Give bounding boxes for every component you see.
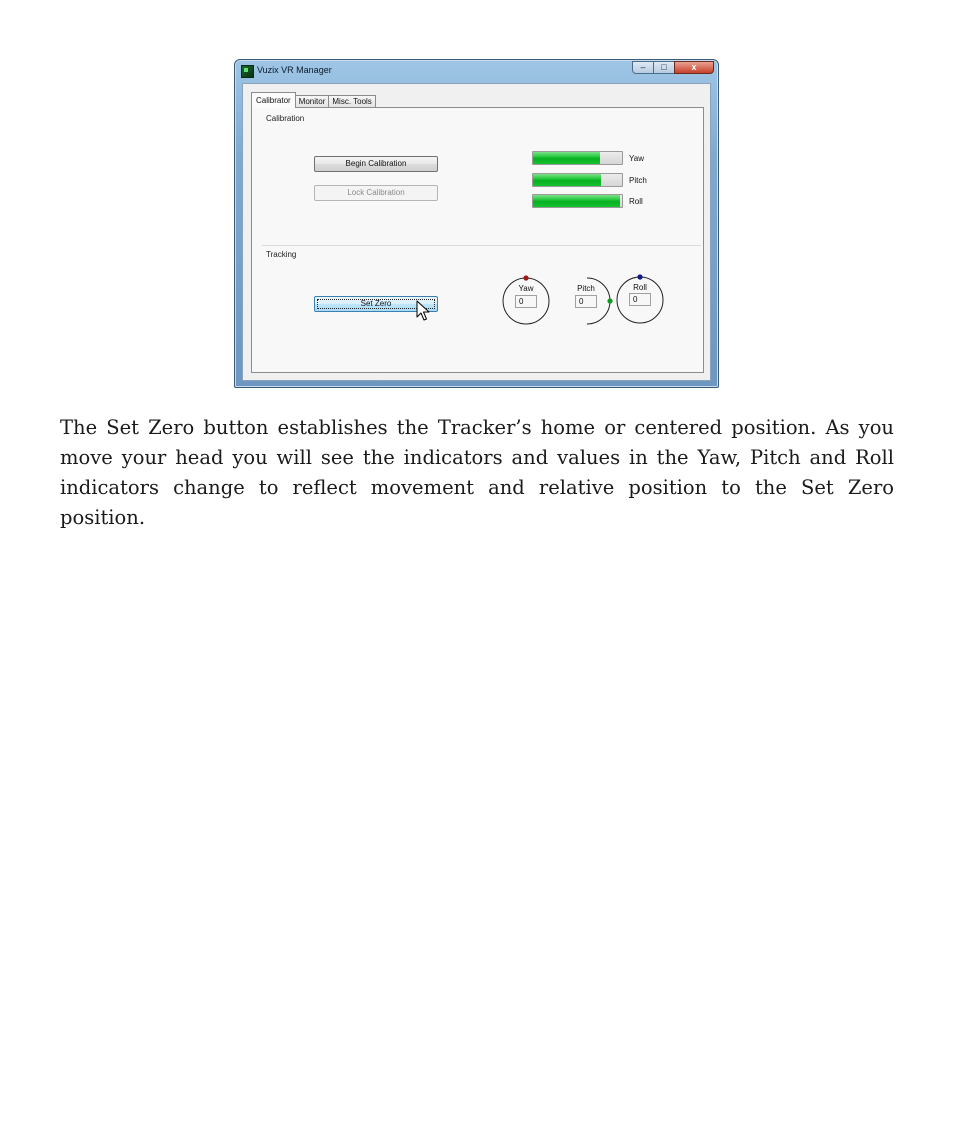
roll-progress-bar (532, 194, 623, 208)
roll-value-field: 0 (629, 293, 651, 306)
roll-marker (637, 274, 642, 279)
yaw-value-field: 0 (515, 295, 537, 308)
mouse-pointer-icon (416, 300, 432, 324)
pitch-dial (563, 277, 611, 325)
window-client-area (242, 83, 711, 381)
vuzix-vr-manager-window (234, 59, 719, 388)
set-zero-button[interactable]: Set Zero (314, 296, 438, 312)
pitch-progress-bar (532, 173, 623, 187)
pitch-value-field: 0 (575, 295, 597, 308)
close-button[interactable]: x (674, 61, 714, 74)
roll-dial-label: Roll (633, 283, 647, 292)
yaw-progress-bar (532, 151, 623, 165)
window-controls (632, 61, 714, 75)
pitch-marker (607, 298, 612, 303)
roll-bar-row (532, 193, 643, 209)
tracking-group (262, 245, 701, 362)
calibration-group (262, 108, 701, 245)
lock-calibration-button[interactable]: Lock Calibration (314, 185, 438, 201)
tab-monitor[interactable]: Monitor (295, 95, 330, 108)
yaw-bar-label: Yaw (629, 153, 644, 163)
pitch-bar-row (532, 172, 647, 188)
roll-bar-label: Roll (629, 196, 643, 206)
pitch-dial-label: Pitch (577, 284, 595, 293)
title-bar[interactable] (235, 60, 718, 82)
yaw-dial (502, 277, 550, 325)
calibration-group-label: Calibration (266, 114, 305, 123)
yaw-bar-row (532, 150, 644, 166)
description-paragraph: The Set Zero button establishes the Tracker’s home or centered position. As you move your head you will see the indicators and values in the Yaw, Pitch and Roll indicators change to reflect movement and relative position to the Set Zero position. (60, 416, 894, 529)
tab-calibrator[interactable]: Calibrator (251, 92, 296, 108)
tracking-group-label: Tracking (266, 250, 297, 259)
minimize-button[interactable]: – (632, 61, 654, 74)
roll-dial (616, 276, 664, 324)
app-icon (241, 65, 254, 78)
yaw-marker (523, 275, 528, 280)
yaw-dial-label: Yaw (518, 284, 534, 293)
tab-strip (251, 92, 375, 108)
begin-calibration-button[interactable]: Begin Calibration (314, 156, 438, 172)
maximize-button[interactable]: □ (653, 61, 675, 74)
window-title: Vuzix VR Manager (257, 65, 332, 75)
pitch-bar-label: Pitch (629, 175, 647, 185)
tab-misc-tools[interactable]: Misc. Tools (328, 95, 375, 108)
calibrator-tab-panel (251, 107, 704, 373)
